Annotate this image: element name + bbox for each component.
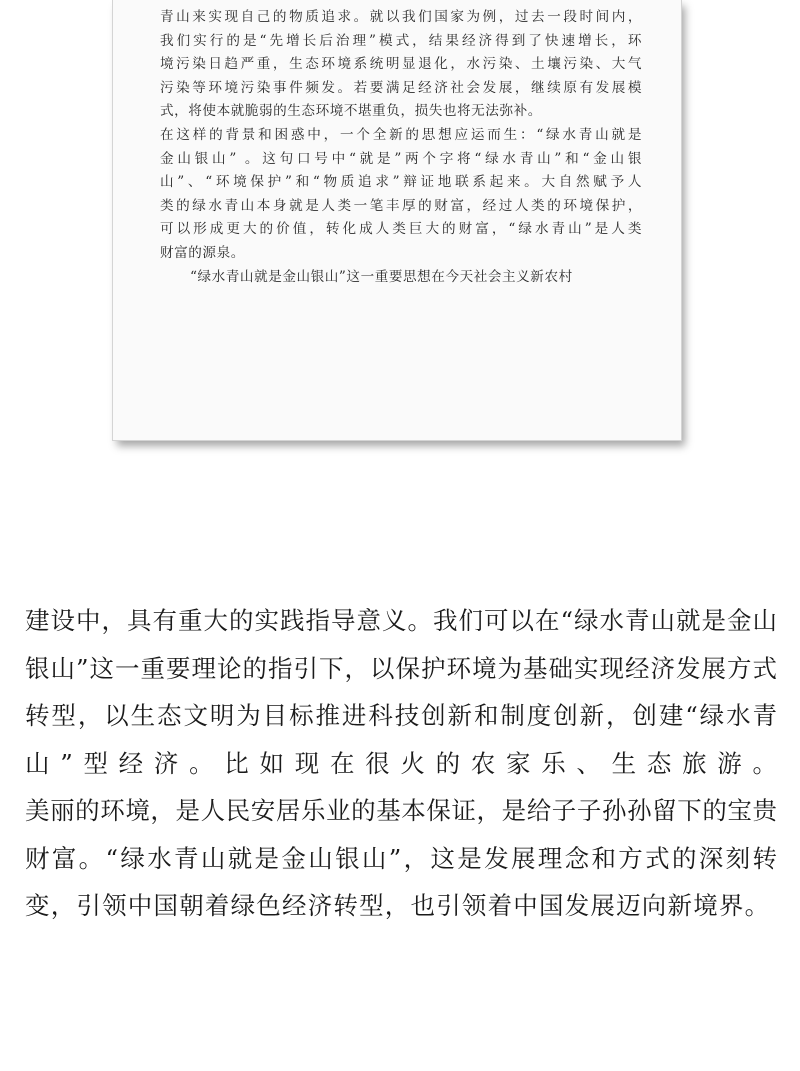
doc-line: 类的绿水青山本身就是人类一笔丰厚的财富，经过人类的环境保护， xyxy=(160,197,642,214)
body-line: 财富。“绿水青山就是金山银山”，这是发展理念和方式的深刻转 xyxy=(25,843,777,873)
doc-line: 式，将使本就脆弱的生态环境不堪重负，损失也将无法弥补。 xyxy=(160,103,542,120)
doc-line: 可以形成更大的价值，转化成人类巨大的财富，“绿水青山”是人类 xyxy=(160,221,642,238)
doc-line: 在这样的背景和困惑中，一个全新的思想应运而生：“绿水青山就是 xyxy=(160,126,642,143)
doc-line: 境污染日趋严重，生态环境系统明显退化，水污染、土壤污染、大气 xyxy=(160,56,642,73)
body-paragraphs xyxy=(25,597,777,930)
body-line: 变，引领中国朝着绿色经济转型，也引领着中国发展迈向新境界。 xyxy=(25,891,771,920)
document-card-text xyxy=(160,6,642,289)
doc-line: 山”、“环境保护”和“物质追求”辩证地联系起来。大自然赋予人 xyxy=(160,174,642,191)
body-line: 银山”这一重要理论的指引下，以保护环境为基础实现经济发展方式 xyxy=(25,653,777,683)
doc-line: 金山银山” 。这句口号中“就是”两个字将“绿水青山”和“金山银 xyxy=(160,150,642,167)
body-line: 山”型经济。比如现在很火的农家乐、生态旅游。 xyxy=(25,748,777,778)
doc-line: 青山来实现自己的物质追求。就以我们国家为例，过去一段时间内， xyxy=(160,9,642,25)
doc-line: 污染等环境污染事件频发。若要满足经济社会发展，继续原有发展模 xyxy=(160,79,642,96)
body-line: 建设中，具有重大的实践指导意义。我们可以在“绿水青山就是金山 xyxy=(25,606,777,635)
body-line: 美丽的环境，是人民安居乐业的基本保证，是给子子孙孙留下的宝贵 xyxy=(25,796,777,825)
doc-line: 财富的源泉。 xyxy=(160,244,245,261)
doc-line: 我们实行的是“先增长后治理”模式，结果经济得到了快速增长，环 xyxy=(160,32,642,49)
body-line: 转型，以生态文明为目标推进科技创新和制度创新，创建“绿水青 xyxy=(25,701,777,730)
document-page-card xyxy=(113,0,681,440)
doc-line: “绿水青山就是金山银山”这一重要思想在今天社会主义新农村 xyxy=(190,268,573,285)
